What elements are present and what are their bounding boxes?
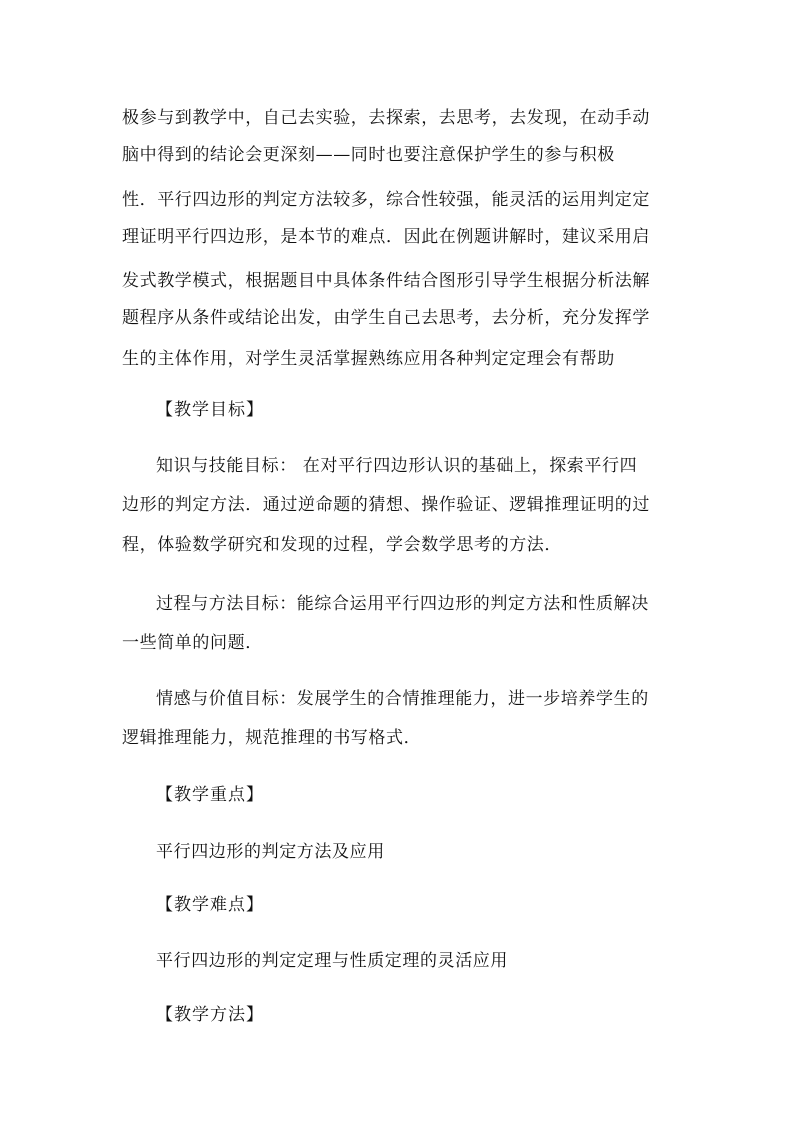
difficulties-heading: 【教学难点】: [156, 895, 264, 915]
key-points-text: 平行四边形的判定方法及应用: [156, 842, 385, 862]
process-line-1: 过程与方法目标：能综合运用平行四边形的判定方法和性质解决: [156, 594, 649, 614]
objectives-heading: 【教学目标】: [156, 400, 264, 420]
intro-line-4: 理证明平行四边形，是本节的难点．因此在例题讲解时，建议采用启: [122, 227, 650, 247]
process-line-2: 一些简单的问题．: [122, 633, 263, 653]
intro-line-2: 脑中得到的结论会更深刻——同时也要注意保护学生的参与积极: [122, 145, 615, 165]
knowledge-line-3: 程，体验数学研究和发现的过程，学会数学思考的方法．: [122, 535, 562, 555]
intro-line-6: 题程序从条件或结论出发，由学生自己去思考，去分析，充分发挥学: [122, 308, 650, 328]
emotion-line-2: 逻辑推理能力，规范推理的书写格式．: [122, 728, 422, 748]
methods-heading: 【教学方法】: [156, 1005, 264, 1025]
knowledge-line-1: 知识与技能目标： 在对平行四边形认识的基础上，探索平行四: [156, 456, 638, 476]
intro-line-3: 性．平行四边形的判定方法较多，综合性较强，能灵活的运用判定定: [122, 190, 650, 210]
intro-line-1: 极参与到教学中，自己去实验，去探索，去思考，去发现，在动手动: [122, 108, 650, 128]
intro-line-5: 发式教学模式，根据题目中具体条件结合图形引导学生根据分析法解: [122, 271, 650, 291]
knowledge-line-2: 边形的判定方法．通过逆命题的猜想、操作验证、逻辑推理证明的过: [122, 495, 650, 515]
emotion-line-1: 情感与价值目标：发展学生的合情推理能力，进一步培养学生的: [156, 689, 649, 709]
difficulties-text: 平行四边形的判定定理与性质定理的灵活应用: [156, 951, 508, 971]
key-points-heading: 【教学重点】: [156, 785, 264, 805]
intro-line-7: 生的主体作用，对学生灵活掌握熟练应用各种判定定理会有帮助: [122, 349, 615, 369]
